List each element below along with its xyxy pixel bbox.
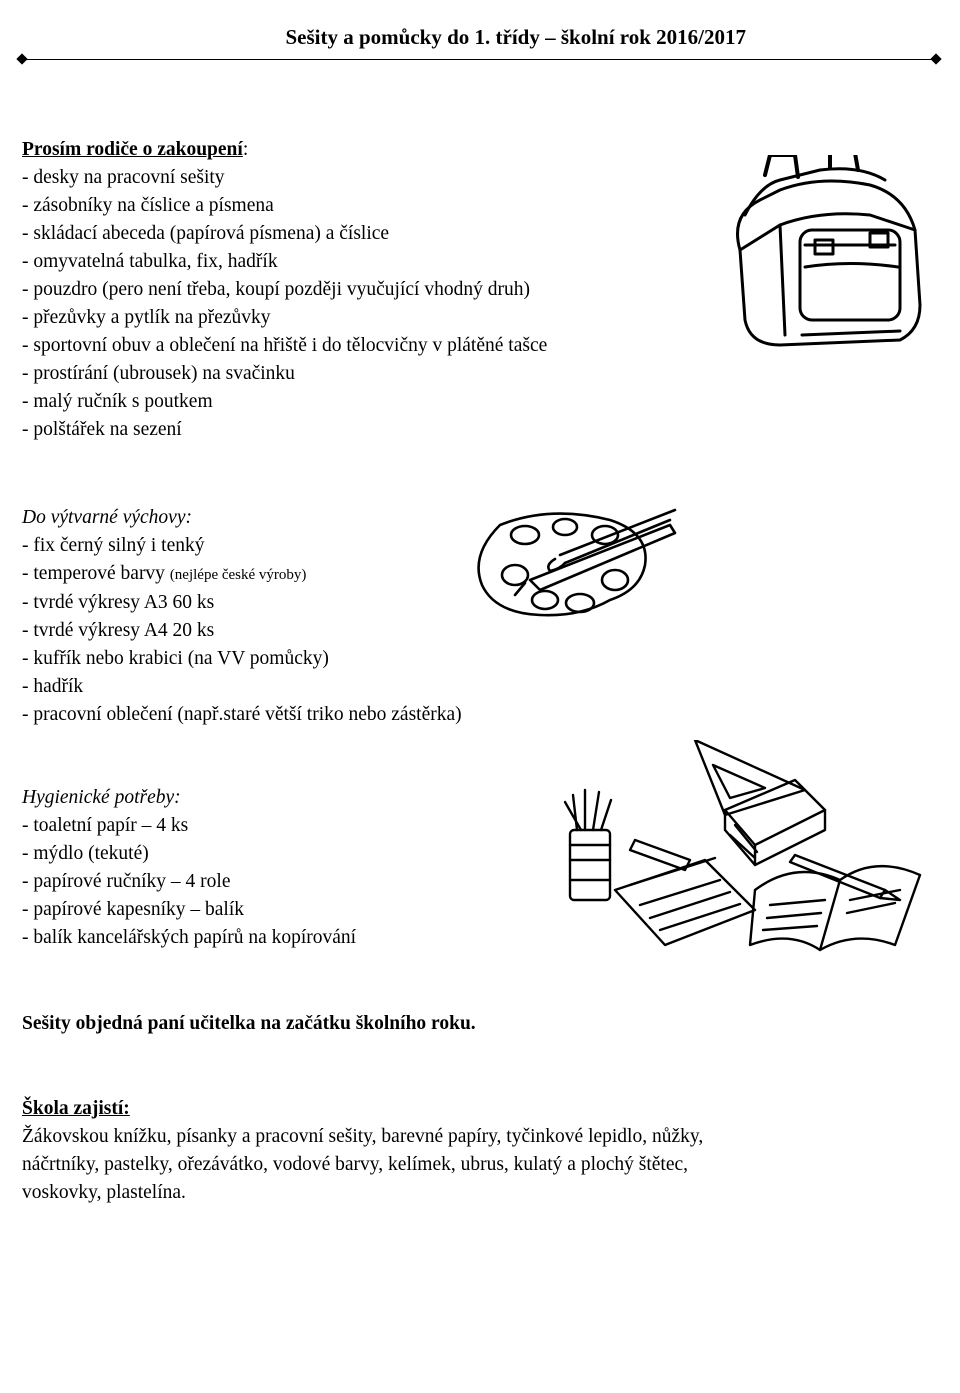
list-item: - omyvatelná tabulka, fix, hadřík <box>22 251 278 272</box>
list-item: - pouzdro (pero není třeba, koupí později vyučující vhodný druh) <box>22 279 530 300</box>
list-item-note: (nejlépe české výroby) <box>169 567 307 583</box>
paragraph-line: voskovky, plastelína. <box>22 1182 186 1203</box>
school-heading: Škola zajistí: <box>22 1098 130 1119</box>
list-item: - sportovní obuv a oblečení na hřiště i do tělocvičny v plátěné tašce <box>22 335 548 356</box>
backpack-icon <box>720 155 930 355</box>
paint-palette-icon <box>470 505 680 625</box>
list-item: - papírové ručníky – 4 role <box>22 871 231 892</box>
list-item: - papírové kapesníky – balík <box>22 899 245 920</box>
teacher-note-section <box>22 1010 476 1038</box>
list-item: - malý ručník s poutkem <box>22 391 213 412</box>
list-item: - kufřík nebo krabici (na VV pomůcky) <box>22 648 329 669</box>
paragraph-line: Žákovskou knížku, písanky a pracovní sešity, barevné papíry, tyčinkové lepidlo, nůžky, <box>22 1126 704 1147</box>
list-item: - přezůvky a pytlík na přezůvky <box>22 307 271 328</box>
art-heading: Do výtvarné výchovy: <box>22 507 192 528</box>
parents-heading-text: Prosím rodiče o zakoupení <box>22 139 243 160</box>
teacher-note: Sešity objedná paní učitelka na začátku školního roku. <box>22 1013 476 1034</box>
rule-left-diamond-icon <box>16 53 27 64</box>
list-item-text: - temperové barvy <box>22 563 165 584</box>
list-item: - pracovní oblečení (např.staré větší triko nebo zástěrka) <box>22 704 462 725</box>
page-title: Sešity a pomůcky do 1. třídy – školní rok 2016/2017 <box>285 25 746 49</box>
page-header <box>14 22 944 70</box>
school-section <box>22 1095 703 1207</box>
hygiene-heading: Hygienické potřeby: <box>22 787 181 808</box>
list-item: - desky na pracovní sešity <box>22 167 225 188</box>
list-item <box>22 560 462 589</box>
rule-right-diamond-icon <box>930 53 941 64</box>
list-item: - mýdlo (tekuté) <box>22 843 149 864</box>
list-item: - toaletní papír – 4 ks <box>22 815 189 836</box>
list-item: - skládací abeceda (papírová písmena) a číslice <box>22 223 390 244</box>
parents-section <box>22 136 547 444</box>
parents-heading <box>22 136 547 164</box>
list-item: - prostírání (ubrousek) na svačinku <box>22 363 295 384</box>
list-item: - polštářek na sezení <box>22 419 182 440</box>
list-item: - tvrdé výkresy A4 20 ks <box>22 620 215 641</box>
list-item: - hadřík <box>22 676 84 697</box>
list-item: - balík kancelářských papírů na kopírování <box>22 927 357 948</box>
list-item: - fix černý silný i tenký <box>22 535 205 556</box>
list-item: - tvrdé výkresy A3 60 ks <box>22 592 215 613</box>
art-section <box>22 504 462 729</box>
hygiene-section <box>22 784 356 952</box>
paragraph-line: náčrtníky, pastelky, ořezávátko, vodové barvy, kelímek, ubrus, kulatý a plochý štětec, <box>22 1154 689 1175</box>
school-supplies-icon <box>555 740 940 955</box>
header-rule <box>22 59 936 60</box>
parents-heading-colon: : <box>242 139 249 160</box>
list-item: - zásobníky na číslice a písmena <box>22 195 274 216</box>
